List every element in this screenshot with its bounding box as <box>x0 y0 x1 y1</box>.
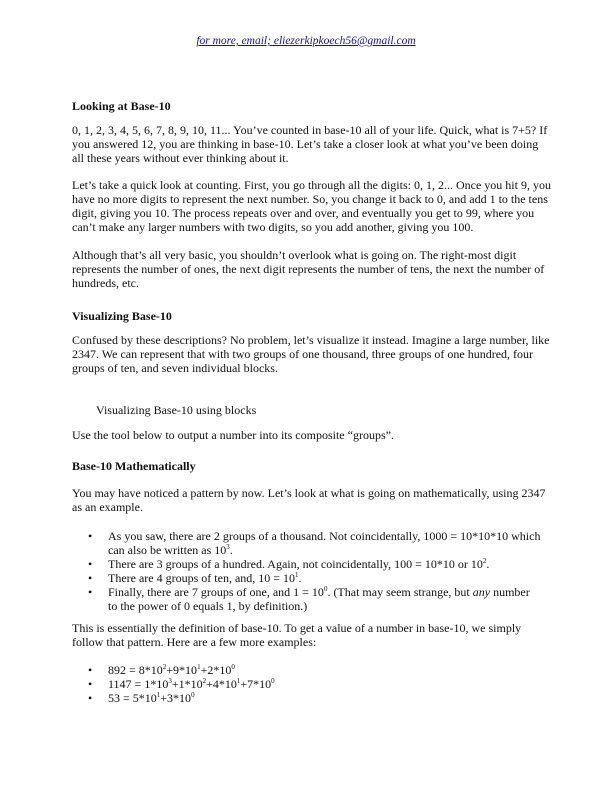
text-run: . <box>229 543 233 557</box>
superscript: 2 <box>162 663 167 671</box>
text-run: 1147 = 1*10 <box>108 677 169 691</box>
list-item <box>72 529 542 557</box>
heading-base-10-mathematically: Base-10 Mathematically <box>72 459 196 473</box>
text-run: +1*10 <box>171 677 203 691</box>
text-run: +3*10 <box>160 691 192 705</box>
heading-looking-at-base-10: Looking at Base-10 <box>72 99 171 113</box>
text-run: +7*10 <box>240 677 272 691</box>
superscript: 1 <box>295 571 299 579</box>
list-item <box>72 571 542 585</box>
paragraph-tool: Use the tool below to output a number into its composite “groups”. <box>72 428 394 442</box>
text-run: . <box>486 557 490 571</box>
text-run: . (That may seem strange, but <box>327 585 473 599</box>
bullet-list-groups <box>72 529 542 613</box>
superscript: 2 <box>202 677 207 685</box>
paragraph-pattern: You may have noticed a pattern by now. Let’s look at what is going on mathematically, using 2347 as an example. <box>72 486 546 514</box>
text-run: number to the power of 0 equals 1, by definition.) <box>108 585 530 613</box>
paragraph-counting: Let’s take a quick look at counting. First, you go through all the digits: 0, 1, 2... Once you hit 9, you have no more digits to represent the next number. So, you change it back to 0, and add 1 to the tens digit, giving you 10. The process repeats over and over, and eventually you get to 99, where you can’t make any larger numbers with two digits, so you add another, giving you 100. <box>72 178 551 234</box>
bullet-list-examples <box>72 663 552 705</box>
list-item <box>72 663 552 677</box>
list-item <box>72 691 552 705</box>
superscript: 1 <box>236 677 241 685</box>
list-item <box>72 677 552 691</box>
superscript: 3 <box>168 677 172 685</box>
text-run: +9*10 <box>166 663 198 677</box>
superscript: 1 <box>197 663 201 671</box>
text-run: +4*10 <box>206 677 237 691</box>
paragraph-digits: Although that’s all very basic, you shouldn’t overlook what is going on. The right-most digit represents the number of ones, the next digit represents the number of tens, the next the number of hundreds, etc. <box>72 248 545 290</box>
superscript: 0 <box>231 663 235 671</box>
superscript: 0 <box>323 585 328 593</box>
figure-caption: Visualizing Base-10 using blocks <box>96 403 257 417</box>
text-run: 892 = 8*10 <box>108 663 163 677</box>
paragraph-visualize: Confused by these descriptions? No problem, let’s visualize it instead. Imagine a large number, like 2347. We can represent that with two groups of one thousand, three groups of one hundred, four groups of ten, and seven individual blocks. <box>72 333 550 375</box>
paragraph-intro: 0, 1, 2, 3, 4, 5, 6, 7, 8, 9, 10, 11... You’ve counted in base-10 all of your life. Quick, what is 7+5? If you answered 12, you are thinking in base-10. Let’s take a closer look at what you’ve been doing all these years without ever thinking about it. <box>72 123 548 165</box>
superscript: 0 <box>191 691 195 699</box>
superscript: 3 <box>226 543 230 551</box>
text-run: There are 4 groups of ten, and, 10 = 10 <box>108 571 296 585</box>
heading-visualizing-base-10: Visualizing Base-10 <box>72 309 172 323</box>
text-run: +2*10 <box>200 663 232 677</box>
superscript: 0 <box>271 677 275 685</box>
superscript: 2 <box>482 557 487 565</box>
email-link[interactable]: for more, email; eliezerkipkoech56@gmail.com <box>196 35 416 47</box>
text-run: any <box>472 585 491 599</box>
list-item <box>72 557 542 571</box>
text-run: As you saw, there are 2 groups of a thousand. Not coincidentally, 1000 = 10*10*10 which can also be written as 10 <box>108 529 541 557</box>
paragraph-definition: This is essentially the definition of base-10. To get a value of a number in base-10, we simply follow that pattern. Here are a few more examples: <box>72 621 522 649</box>
superscript: 1 <box>156 691 161 699</box>
text-run: . <box>298 571 302 585</box>
text-run: 53 = 5*10 <box>108 691 157 705</box>
text-run: Finally, there are 7 groups of one, and 1 = 10 <box>108 585 324 599</box>
list-item <box>72 585 542 613</box>
text-run: There are 3 groups of a hundred. Again, not coincidentally, 100 = 10*10 or 10 <box>108 557 483 571</box>
